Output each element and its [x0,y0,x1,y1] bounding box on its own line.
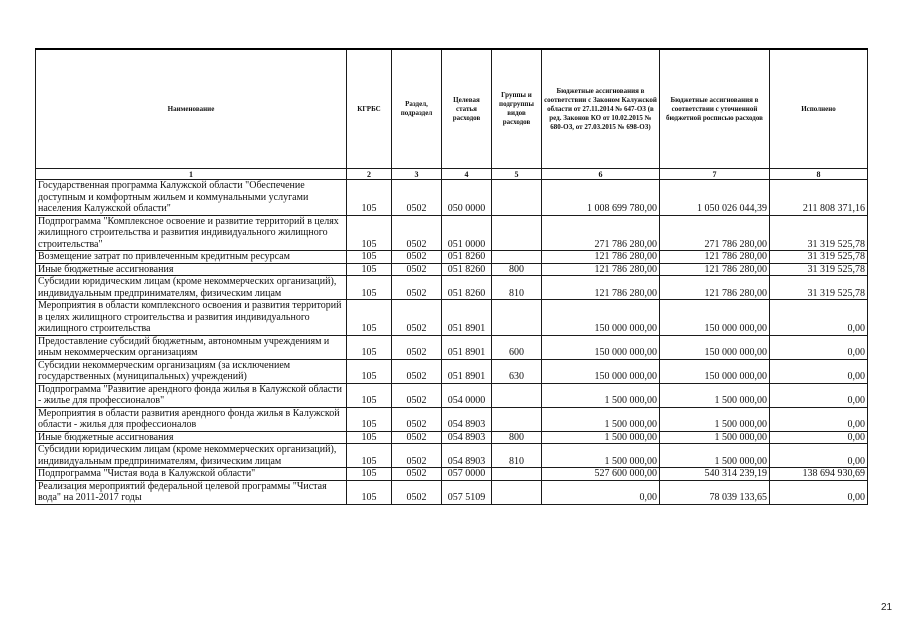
table-row [36,251,868,264]
cell-razdel: 0502 [392,407,442,431]
cell-kgrbs: 105 [347,276,392,300]
cell-name: Возмещение затрат по привлеченным кредитным ресурсам [36,251,347,264]
cell-assign-law: 150 000 000,00 [542,300,660,336]
cell-assign-refined: 150 000 000,00 [660,335,770,359]
cell-name: Подпрограмма "Развитие арендного фонда жилья в Калужской области - жилье для профессионалов" [36,383,347,407]
cell-vid: 810 [492,276,542,300]
table-row [36,263,868,276]
budget-table [35,48,868,505]
cell-razdel: 0502 [392,468,442,481]
cell-statya: 051 8260 [442,263,492,276]
cell-name: Субсидии юридическим лицам (кроме некоммерческих организаций), индивидуальным предпринимателям, физическим лицам [36,276,347,300]
cell-kgrbs: 105 [347,383,392,407]
cell-assign-refined: 150 000 000,00 [660,359,770,383]
cell-ispolneno: 0,00 [770,359,868,383]
table-row [36,180,868,216]
cell-kgrbs: 105 [347,444,392,468]
cell-kgrbs: 105 [347,407,392,431]
cell-kgrbs: 105 [347,480,392,504]
cell-name: Подпрограмма "Чистая вода в Калужской области" [36,468,347,481]
cell-vid [492,215,542,251]
cell-statya: 051 8260 [442,251,492,264]
cell-name: Субсидии некоммерческим организациям (за исключением государственных (муниципальных) учреждений) [36,359,347,383]
cell-vid [492,383,542,407]
header-statya: Целевая статья расходов [442,49,492,169]
cell-statya: 050 0000 [442,180,492,216]
cell-assign-refined: 121 786 280,00 [660,276,770,300]
cell-assign-law: 0,00 [542,480,660,504]
cell-ispolneno: 0,00 [770,480,868,504]
cell-statya: 054 0000 [442,383,492,407]
cell-assign-law: 1 500 000,00 [542,383,660,407]
cell-razdel: 0502 [392,300,442,336]
cell-vid [492,300,542,336]
cell-vid: 810 [492,444,542,468]
cell-kgrbs: 105 [347,300,392,336]
cell-assign-law: 150 000 000,00 [542,359,660,383]
cell-vid [492,468,542,481]
header-ispolneno: Исполнено [770,49,868,169]
column-number: 8 [770,169,868,180]
cell-statya: 051 8901 [442,300,492,336]
column-number: 4 [442,169,492,180]
cell-assign-law: 121 786 280,00 [542,276,660,300]
cell-statya: 054 8903 [442,431,492,444]
cell-statya: 051 8260 [442,276,492,300]
cell-ispolneno: 0,00 [770,407,868,431]
cell-razdel: 0502 [392,359,442,383]
table-row [36,359,868,383]
column-number: 6 [542,169,660,180]
cell-assign-refined: 121 786 280,00 [660,263,770,276]
cell-razdel: 0502 [392,335,442,359]
cell-razdel: 0502 [392,215,442,251]
table-row [36,335,868,359]
cell-ispolneno: 0,00 [770,335,868,359]
cell-ispolneno: 31 319 525,78 [770,251,868,264]
cell-razdel: 0502 [392,263,442,276]
cell-razdel: 0502 [392,431,442,444]
column-number: 7 [660,169,770,180]
cell-razdel: 0502 [392,383,442,407]
header-kgrbs: КГРБС [347,49,392,169]
cell-assign-law: 1 500 000,00 [542,407,660,431]
cell-kgrbs: 105 [347,468,392,481]
cell-assign-refined: 540 314 239,19 [660,468,770,481]
table-body [36,180,868,505]
cell-kgrbs: 105 [347,215,392,251]
column-number: 2 [347,169,392,180]
cell-assign-law: 150 000 000,00 [542,335,660,359]
column-number: 1 [36,169,347,180]
cell-vid [492,480,542,504]
cell-kgrbs: 105 [347,263,392,276]
table-row [36,215,868,251]
cell-assign-law: 527 600 000,00 [542,468,660,481]
cell-ispolneno: 31 319 525,78 [770,276,868,300]
table-row [36,480,868,504]
cell-ispolneno: 138 694 930,69 [770,468,868,481]
table-row [36,300,868,336]
cell-ispolneno: 0,00 [770,444,868,468]
table-row [36,276,868,300]
page-number: 21 [881,602,893,613]
table-row [36,468,868,481]
cell-statya: 057 0000 [442,468,492,481]
cell-name: Субсидии юридическим лицам (кроме некоммерческих организаций), индивидуальным предпринимателям, физическим лицам [36,444,347,468]
cell-vid [492,180,542,216]
cell-name: Предоставление субсидий бюджетным, автономным учреждениям и иным некоммерческим организациям [36,335,347,359]
header-assign-law: Бюджетные ассигнования в соответствии с Законом Калужской области от 27.11.2014 № 647-ОЗ (в ред. Законов КО от 10.02.2015 № 680-ОЗ, от 27.03.2015 № 698-ОЗ) [542,49,660,169]
cell-ispolneno: 0,00 [770,431,868,444]
cell-assign-refined: 271 786 280,00 [660,215,770,251]
cell-name: Иные бюджетные ассигнования [36,431,347,444]
cell-assign-law: 271 786 280,00 [542,215,660,251]
cell-razdel: 0502 [392,480,442,504]
cell-ispolneno: 0,00 [770,383,868,407]
cell-kgrbs: 105 [347,251,392,264]
cell-name: Мероприятия в области развития арендного фонда жилья в Калужской области - жилья для профессионалов [36,407,347,431]
cell-statya: 057 5109 [442,480,492,504]
cell-kgrbs: 105 [347,335,392,359]
cell-assign-law: 1 500 000,00 [542,431,660,444]
cell-assign-refined: 1 500 000,00 [660,383,770,407]
cell-assign-refined: 1 050 026 044,39 [660,180,770,216]
table-row [36,407,868,431]
cell-ispolneno: 31 319 525,78 [770,263,868,276]
cell-name: Реализация мероприятий федеральной целевой программы "Чистая вода" на 2011-2017 годы [36,480,347,504]
table-row [36,431,868,444]
cell-name: Подпрограмма "Комплексное освоение и развитие территорий в целях жилищного строительства и развития индивидуального жилищного строительства" [36,215,347,251]
cell-assign-law: 121 786 280,00 [542,251,660,264]
cell-statya: 051 0000 [442,215,492,251]
cell-kgrbs: 105 [347,359,392,383]
cell-assign-refined: 78 039 133,65 [660,480,770,504]
cell-kgrbs: 105 [347,180,392,216]
cell-vid: 800 [492,263,542,276]
table-row [36,444,868,468]
cell-razdel: 0502 [392,251,442,264]
cell-ispolneno: 0,00 [770,300,868,336]
cell-vid [492,251,542,264]
cell-razdel: 0502 [392,276,442,300]
cell-assign-refined: 1 500 000,00 [660,444,770,468]
column-number: 3 [392,169,442,180]
header-gruppy: Группы и подгруппы видов расходов [492,49,542,169]
cell-assign-refined: 121 786 280,00 [660,251,770,264]
cell-statya: 051 8901 [442,335,492,359]
cell-assign-refined: 1 500 000,00 [660,407,770,431]
cell-statya: 054 8903 [442,407,492,431]
cell-ispolneno: 211 808 371,16 [770,180,868,216]
cell-assign-law: 1 500 000,00 [542,444,660,468]
cell-assign-law: 121 786 280,00 [542,263,660,276]
cell-assign-refined: 150 000 000,00 [660,300,770,336]
header-razdel: Раздел, подраздел [392,49,442,169]
header-assign-refined: Бюджетные ассигнования в соответствии с уточненной бюджетной росписью расходов [660,49,770,169]
cell-name: Иные бюджетные ассигнования [36,263,347,276]
cell-razdel: 0502 [392,444,442,468]
column-number: 5 [492,169,542,180]
cell-name: Государственная программа Калужской области "Обеспечение доступным и комфортным жильем и коммунальными услугами населения Калужской области" [36,180,347,216]
cell-vid: 600 [492,335,542,359]
header-name: Наименование [36,49,347,169]
table-row [36,383,868,407]
cell-assign-law: 1 008 699 780,00 [542,180,660,216]
cell-razdel: 0502 [392,180,442,216]
cell-ispolneno: 31 319 525,78 [770,215,868,251]
cell-vid [492,407,542,431]
cell-statya: 051 8901 [442,359,492,383]
cell-statya: 054 8903 [442,444,492,468]
cell-kgrbs: 105 [347,431,392,444]
cell-vid: 630 [492,359,542,383]
cell-assign-refined: 1 500 000,00 [660,431,770,444]
cell-name: Мероприятия в области комплексного освоения и развития территорий в целях жилищного строительства и развития индивидуального жилищного строительства [36,300,347,336]
cell-vid: 800 [492,431,542,444]
